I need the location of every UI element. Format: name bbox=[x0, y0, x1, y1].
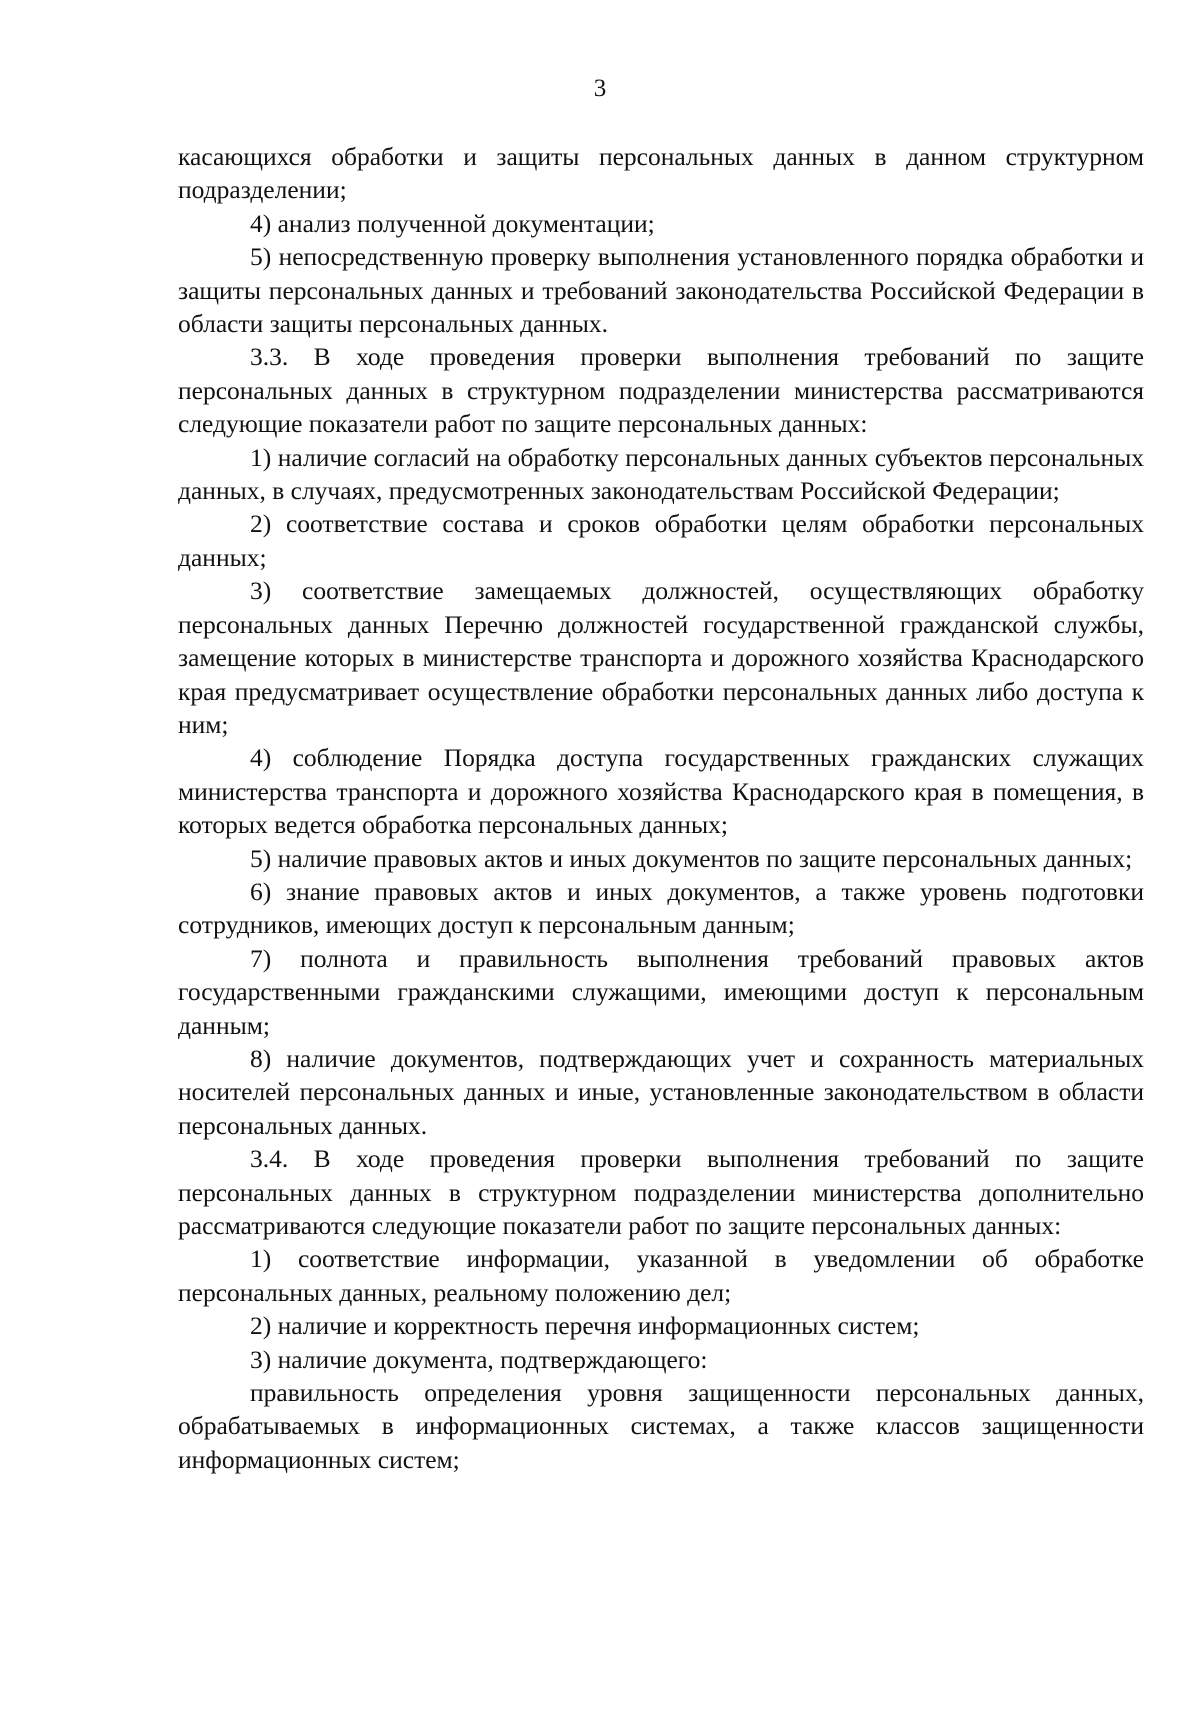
paragraph-continuation: касающихся обработки и защиты персональных данных в данном структурном подразделении; bbox=[178, 142, 1144, 205]
section-3-4-intro: 3.4. В ходе проведения проверки выполнения требований по защите персональных данных в структурном подразделении министерства дополнительно рассматриваются следующие показатели работ по защите персональных данных: bbox=[178, 1144, 1144, 1240]
list-item-5-direct-inspection: 5) непосредственную проверку выполнения установленного порядка обработки и защиты персональных данных и требований законодательства Российской Федерации в области защиты персональных данных. bbox=[178, 242, 1144, 339]
list-item-2-systems-list: 2) наличие и корректность перечня информационных систем; bbox=[250, 1311, 920, 1341]
list-item-1-notification: 1) соответствие информации, указанной в уведомлении об обработке персональных данных, реальному положению дел; bbox=[178, 1244, 1144, 1307]
document-body bbox=[178, 140, 1144, 1476]
sub-item-protection-level: правильность определения уровня защищенности персональных данных, обрабатываемых в информационных системах, а также классов защищенности информационных систем; bbox=[178, 1378, 1144, 1474]
list-item-6-knowledge: 6) знание правовых актов и иных документов, а также уровень подготовки сотрудников, имеющих доступ к персональным данным; bbox=[178, 876, 1144, 940]
list-item-2-composition-terms: 2) соответствие состава и сроков обработки целям обработки персональных данных; bbox=[178, 509, 1144, 572]
list-item-4-access-order: 4) соблюдение Порядка доступа государственных гражданских служащих министерства транспорта и дорожного хозяйства Краснодарского края в помещения, в которых ведется обработка персональных данных; bbox=[178, 743, 1144, 840]
page-number: 3 bbox=[593, 75, 607, 102]
section-3-3-intro: 3.3. В ходе проведения проверки выполнения требований по защите персональных данных в структурном подразделении министерства рассматриваются следующие показатели работ по защите персональных данных: bbox=[178, 342, 1144, 439]
list-item-7-completeness: 7) полнота и правильность выполнения требований правовых актов государственными гражданскими служащими, имеющими доступ к персональным данным; bbox=[178, 943, 1144, 1040]
list-item-8-documents: 8) наличие документов, подтверждающих учет и сохранность материальных носителей персональных данных и иные, установленные законодательством в области персональных данных. bbox=[178, 1043, 1144, 1140]
list-item-4-document-analysis: 4) анализ полученной документации; bbox=[250, 208, 655, 238]
list-item-5-legal-acts: 5) наличие правовых актов и иных документов по защите персональных данных; bbox=[250, 843, 1133, 873]
list-item-3-confirming-document: 3) наличие документа, подтверждающего: bbox=[250, 1344, 708, 1374]
list-item-3-positions: 3) соответствие замещаемых должностей, осуществляющих обработку персональных данных Перечню должностей государственной гражданской службы, замещение которых в министерстве транспорта и дорожного хозяйства Краснодарского края предусматривает осуществление обработки персональных данных либо доступа к ним; bbox=[178, 576, 1144, 739]
list-item-1-consents: 1) наличие согласий на обработку персональных данных субъектов персональных данных, в случаях, предусмотренных законодательствам Российской Федерации; bbox=[178, 442, 1144, 506]
